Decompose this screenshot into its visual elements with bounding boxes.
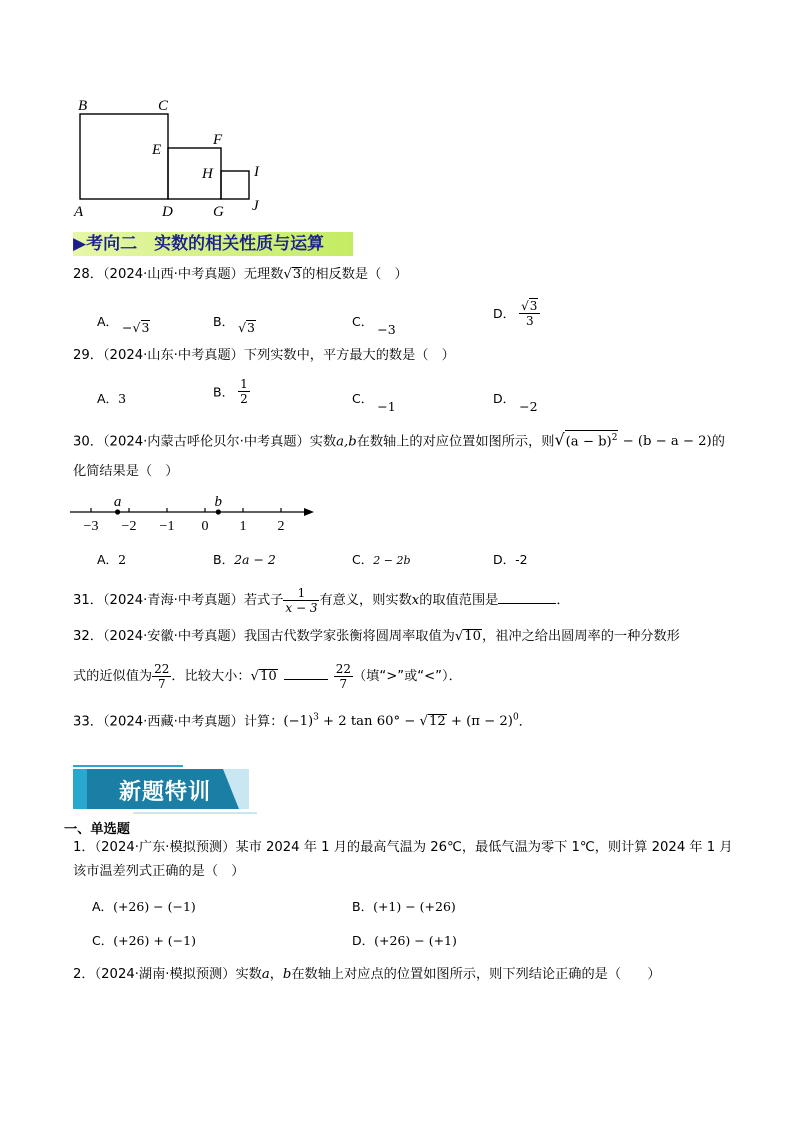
- small-square: [221, 171, 249, 199]
- section-title: 考向二 实数的相关性质与运算: [86, 234, 325, 254]
- question-30: 30．（2024·内蒙古呼伦贝尔·中考真题）实数a,b在数轴上的对应位置如图所示，则$√(a - b)^2 - (b - a - 2)$的: [73, 430, 725, 450]
- n1-option-d[interactable]: D．(+26) − (+1): [352, 933, 457, 948]
- question-30-line2: 化简结果是（ ）: [73, 464, 179, 479]
- section-marker: ▶: [73, 234, 87, 254]
- question-28: 28．（2024·山西·中考真题）无理数√3的相反数是（ ）: [73, 267, 408, 282]
- q30-option-c[interactable]: C．2 − 2b: [352, 552, 411, 567]
- q29-option-d[interactable]: D． −2: [493, 391, 538, 414]
- tick-label: −2: [121, 519, 137, 534]
- q28-option-c[interactable]: C． −3: [352, 314, 396, 337]
- tick-label: −1: [159, 519, 175, 534]
- point-label-a: a: [113, 494, 122, 510]
- section-title-bar: [73, 232, 353, 256]
- part1-heading: 一、单选题: [64, 822, 130, 837]
- label-H: H: [202, 166, 213, 182]
- q28-option-b[interactable]: B． √3: [213, 314, 255, 335]
- q30-option-d[interactable]: D．-2: [493, 552, 528, 567]
- tick-label: 1: [239, 519, 247, 534]
- compare-blank[interactable]: [284, 669, 328, 680]
- question-32-line2: 式的近似值为 $\frac{22}{7}$ ．比较大小：√10 $\frac{22}{7}$ （填“>”或“<”）．: [73, 661, 462, 691]
- q29-option-b[interactable]: B． $\frac{1}{2}$: [213, 377, 248, 406]
- q28-option-d[interactable]: D． $\frac{√3}{3}$: [493, 298, 540, 328]
- label-A: A: [74, 204, 84, 220]
- squares-figure: [70, 92, 270, 222]
- tick-label: 0: [201, 519, 209, 534]
- question-32: 32．（2024·安徽·中考真题）我国古代数学家张衡将圆周率取值为√10，祖冲之给出圆周率的一种分数形: [73, 629, 680, 644]
- new-question-2: 2．（2024·湖南·模拟预测）实数a，b在数轴上对应点的位置如图所示，则下列结论正确的是（ ）: [73, 967, 661, 982]
- point-b: [216, 509, 221, 514]
- label-E: E: [152, 142, 162, 158]
- point-a: [115, 509, 120, 514]
- label-G: G: [213, 204, 224, 220]
- label-J: J: [252, 198, 259, 214]
- n1-option-c[interactable]: C．(+26) + (−1): [92, 933, 196, 948]
- number-line-q30: [70, 492, 320, 540]
- q30-option-b[interactable]: B．2a − 2: [213, 552, 276, 567]
- label-C: C: [158, 98, 169, 114]
- banner-title: 新题特训: [118, 780, 211, 805]
- tick-label: 2: [277, 519, 285, 534]
- question-33: 33．（2024·西藏·中考真题）计算：$(-1)^3 + 2$ $\tan 60^\circ - √12 + (\pi - 2)^0$．: [73, 713, 532, 730]
- label-D: D: [162, 204, 173, 220]
- tick-label: −3: [83, 519, 99, 534]
- q29-option-c[interactable]: C． −1: [352, 391, 396, 414]
- answer-blank[interactable]: [498, 591, 556, 604]
- n1-option-b[interactable]: B．(+1) − (+26): [352, 899, 456, 914]
- label-I: I: [254, 164, 259, 180]
- point-label-b: b: [214, 494, 223, 510]
- question-31: 31．（2024·青海·中考真题）若式子 $\frac{1}{x - 3}$ 有意义，则实数x的取值范围是 ．: [73, 585, 570, 615]
- new-question-1-line2: 该市温差列式正确的是（ ）: [73, 864, 245, 879]
- n1-option-a[interactable]: A．(+26) − (−1): [92, 899, 196, 914]
- medium-square: [168, 148, 221, 199]
- q28-option-a[interactable]: A． −√3: [97, 314, 150, 335]
- label-F: F: [213, 132, 223, 148]
- label-B: B: [78, 98, 88, 114]
- q29-option-a[interactable]: A．3: [97, 391, 127, 406]
- q30-option-a[interactable]: A．2: [97, 552, 127, 567]
- axis-arrow: [304, 508, 314, 516]
- question-29: 29．（2024·山东·中考真题）下列实数中，平方最大的数是（ ）: [73, 348, 455, 363]
- new-question-1: 1．（2024·广东·模拟预测）某市 2024 年 1 月的最高气温为 26℃，最低气温为零下 1℃，则计算 2024 年 1 月: [73, 840, 733, 855]
